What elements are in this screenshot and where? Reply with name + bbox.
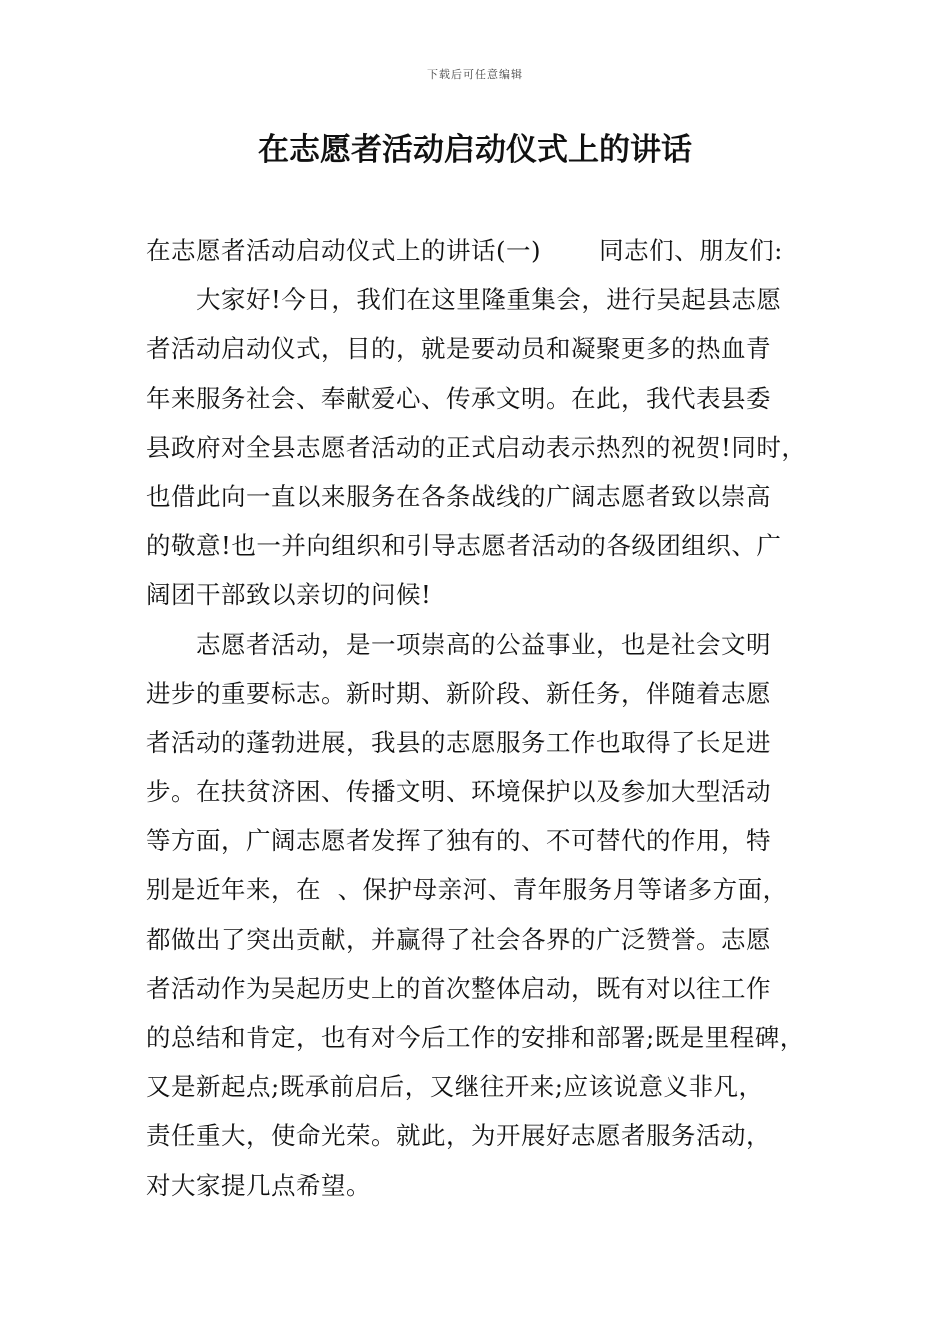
document-title: 在志愿者活动启动仪式上的讲话	[258, 132, 692, 168]
paragraph-line: 县政府对全县志愿者活动的正式启动表示热烈的祝贺!同时，	[146, 432, 807, 462]
paragraph-line: 者活动启动仪式，目的，就是要动员和凝聚更多的热血青	[146, 334, 771, 364]
salutation: 同志们、朋友们:	[599, 236, 783, 265]
paragraph-line: 年来服务社会、奉献爱心、传承文明。在此，我代表县委	[146, 383, 771, 413]
subtitle-line	[146, 226, 826, 275]
paragraph-line: 志愿者活动，是一项崇高的公益事业，也是社会文明	[196, 629, 771, 659]
paragraph-line: 等方面，广阔志愿者发挥了独有的、不可替代的作用，特	[146, 826, 771, 856]
paragraph-line: 进步的重要标志。新时期、新阶段、新任务，伴随着志愿	[146, 678, 771, 708]
paragraph-line: 大家好!今日，我们在这里隆重集会，进行吴起县志愿	[196, 285, 782, 315]
page-header-note: 下载后可任意编辑	[427, 68, 523, 81]
paragraph-line: 的总结和肯定，也有对今后工作的安排和部署;既是里程碑，	[146, 1023, 805, 1052]
paragraph-line: 者活动作为吴起历史上的首次整体启动，既有对以往工作	[146, 973, 771, 1003]
paragraph-line: 的敬意!也一并向组织和引导志愿者活动的各级团组织、广	[146, 531, 782, 561]
paragraph-line: 者活动的蓬勃进展，我县的志愿服务工作也取得了长足进	[146, 727, 771, 757]
paragraph-line: 责任重大，使命光荣。就此，为开展好志愿者服务活动，	[146, 1121, 771, 1151]
paragraph-line: 都做出了突出贡献，并赢得了社会各界的广泛赞誉。志愿	[146, 924, 771, 954]
paragraph-line: 也借此向一直以来服务在各条战线的广阔志愿者致以崇高	[146, 481, 771, 511]
paragraph-line: 对大家提几点希望。	[146, 1170, 371, 1200]
document-body	[146, 226, 826, 1210]
paragraph-line: 别是近年来，在 、保护母亲河、青年服务月等诸多方面，	[146, 875, 788, 905]
paragraph-line: 又是新起点;既承前启后，又继往开来;应该说意义非凡，	[146, 1072, 764, 1102]
document-subtitle: 在志愿者活动启动仪式上的讲话(一)	[146, 236, 542, 265]
paragraph-line: 步。在扶贫济困、传播文明、环境保护以及参加大型活动	[146, 777, 771, 807]
paragraph-line: 阔团干部致以亲切的问候!	[146, 580, 432, 610]
